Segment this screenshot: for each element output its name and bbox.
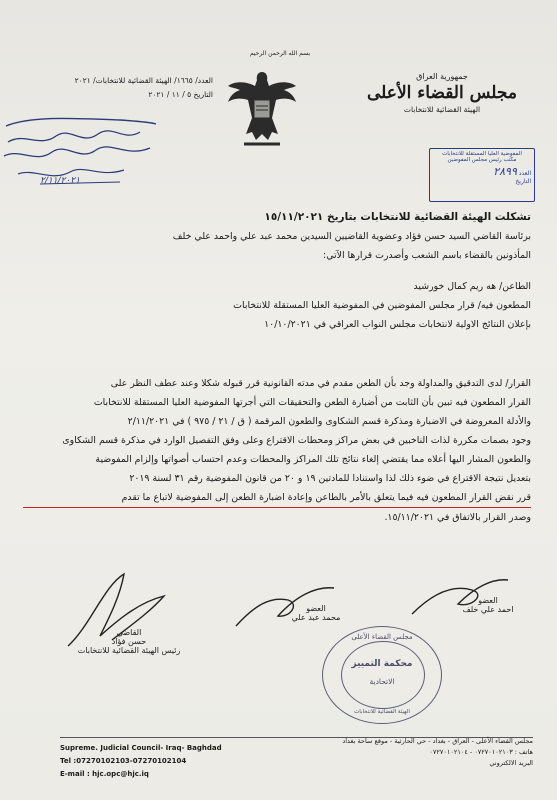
- stamp-number-label: العدد: [518, 170, 531, 177]
- signature-block-member-2: [448, 596, 528, 614]
- official-seal: [322, 626, 442, 724]
- authority-line: المأذونين بالقضاء باسم الشعب وأصدرت قرارها الآتي:: [323, 250, 531, 261]
- basmala: بسم الله الرحمن الرحيم: [249, 50, 311, 57]
- footer-address-en: Supreme. Judicial Council- Iraq- Baghdad: [60, 744, 222, 752]
- handwritten-date: ٢/١١/٢٠٢١: [40, 176, 80, 186]
- ruling-line: والأدلة المعروضة في الاضبارة ومذكرة قسم الشكاوى والطعون المرقمة ( ق / ٢١ / ٩٧٥ ) في ٢/١١/٢٠٢١: [127, 416, 531, 427]
- decision-title: تشكلت الهيئة القضائية للانتخابات بتاريخ ١٥/١١/٢٠٢١: [264, 211, 531, 223]
- footer-arabic: [273, 736, 533, 769]
- ruling-line: القرار/ لدى التدقيق والمداولة وجد بأن الطعن مقدم في مدته القانونية قرر قبوله شكلا وعند عطف النظر على: [110, 378, 531, 389]
- footer-tel-ar: هاتف : ٠٧٢٧٠١٠٢١٠٣ - ٠٧٢٧٠١٠٢١٠٤: [429, 748, 533, 756]
- seal-outer-top: مجلس القضاء الأعلى: [351, 633, 413, 641]
- seal-inner-2: الاتحادية: [369, 677, 395, 686]
- judge-name: حسن فؤاد: [111, 637, 147, 646]
- seal-inner-1: محكمة التمييز: [351, 659, 413, 669]
- seal-outer-bottom: الهيئة القضائية للانتخابات: [354, 709, 410, 715]
- appellant-line: الطاعن/ هه ريم كمال خورشيد: [413, 281, 531, 292]
- ruling-line: وصدر القرار بالاتفاق في ١٥/١١/٢٠٢١.: [384, 512, 531, 523]
- footer-email-en: E-mail : hjc.opc@hjc.iq: [60, 770, 149, 778]
- decision-body: [23, 208, 531, 334]
- stamp-line-2: مكتب رئيس مجلس المفوضين: [447, 157, 517, 163]
- ruling-line: بتعديل نتيجة الاقتراع في ضوء ذلك لذا واستنادا للمادتين ١٩ و ٢٠ من قانون المفوضية رقم ٣١ لسنة ٢٠١٩: [129, 473, 531, 484]
- letterhead-left: [28, 74, 213, 102]
- country-name: جمهورية العراق: [416, 72, 468, 81]
- respondent-line: المطعون فيه/ قرار مجلس المفوضين في المفوضية العليا المستقلة للانتخابات: [233, 300, 531, 311]
- judge-title: رئيس الهيئة القضائية للانتخابات: [77, 646, 181, 655]
- ruling-line: والطعون المشار اليها أعلاه مما يقتضي إلغاء نتائج تلك المراكز والمحطات وعدم احتساب أصواتها وإلزام المفوضية: [95, 454, 531, 465]
- panel-line: برئاسة القاضي السيد حسن فؤاد وعضوية القاضيين السيدين محمد عبد علي واحمد علي خلف: [172, 231, 531, 242]
- footer-english: [60, 742, 222, 781]
- stamp-date-label: التاريخ: [515, 178, 531, 185]
- judge-label: القاضي: [116, 628, 142, 637]
- stamp-number: ٢٨٩٩: [493, 165, 517, 178]
- member-label: العضو: [478, 596, 498, 605]
- footer-address-ar: مجلس القضاء الأعلى - العراق - بغداد - حي الحارثية - موقع ساحة بغداد: [342, 737, 533, 745]
- handwritten-note-icon: [0, 112, 160, 190]
- signature-block-member-1: [286, 604, 346, 622]
- member-name: محمد عبد علي: [291, 613, 341, 622]
- footer-email-ar: البريد الالكتروني: [489, 759, 533, 767]
- footer-tel-en: Tel :07270102103-07270102104: [60, 757, 187, 765]
- received-stamp: [429, 148, 535, 202]
- ruling-line: وجود بصمات مكررة لذات الناخبين في بعض مراكز ومحطات الاقتراع وعلى وفق التفصيل الوارد في مذكرة قسم الشكاوى: [62, 435, 531, 446]
- body-name: الهيئة القضائية للانتخابات: [403, 105, 481, 114]
- ruling-line-highlighted: قرر نقض القرار المطعون فيه فيما يتعلق بالأمر بالطاعن وإعادة اضبارة الطعن إلى المفوضية لاتباع ما تقدم: [23, 488, 531, 508]
- reference-date: التاريخ ٥ / ١١ / ٢٠٢١: [148, 90, 213, 99]
- ruling-line: القرار المطعون فيه تبين بأن الثابت من أضبارة الطعن والتحقيقات التي أجرتها المفوضية العليا المستقلة للانتخابات: [93, 397, 531, 408]
- iraq-emblem-icon: [222, 66, 302, 150]
- member-label: العضو: [306, 604, 326, 613]
- ruling-body: [23, 374, 531, 527]
- signature-block-president: [64, 628, 194, 655]
- respondent-line-2: بإعلان النتائج الاولية لانتخابات مجلس النواب العراقي في ١٠/١٠/٢٠٢١: [264, 319, 531, 330]
- reference-number: العدد/ ١٦٦٥/ الهيئة القضائية للانتخابات/ ٢٠٢١: [74, 76, 213, 85]
- letterhead-right: [357, 72, 527, 114]
- member-name: احمد علي خلف: [462, 605, 514, 614]
- council-name: مجلس القضاء الأعلى: [367, 83, 517, 103]
- stamp-line-1: المفوضية العليا المستقلة للانتخابات: [442, 151, 522, 157]
